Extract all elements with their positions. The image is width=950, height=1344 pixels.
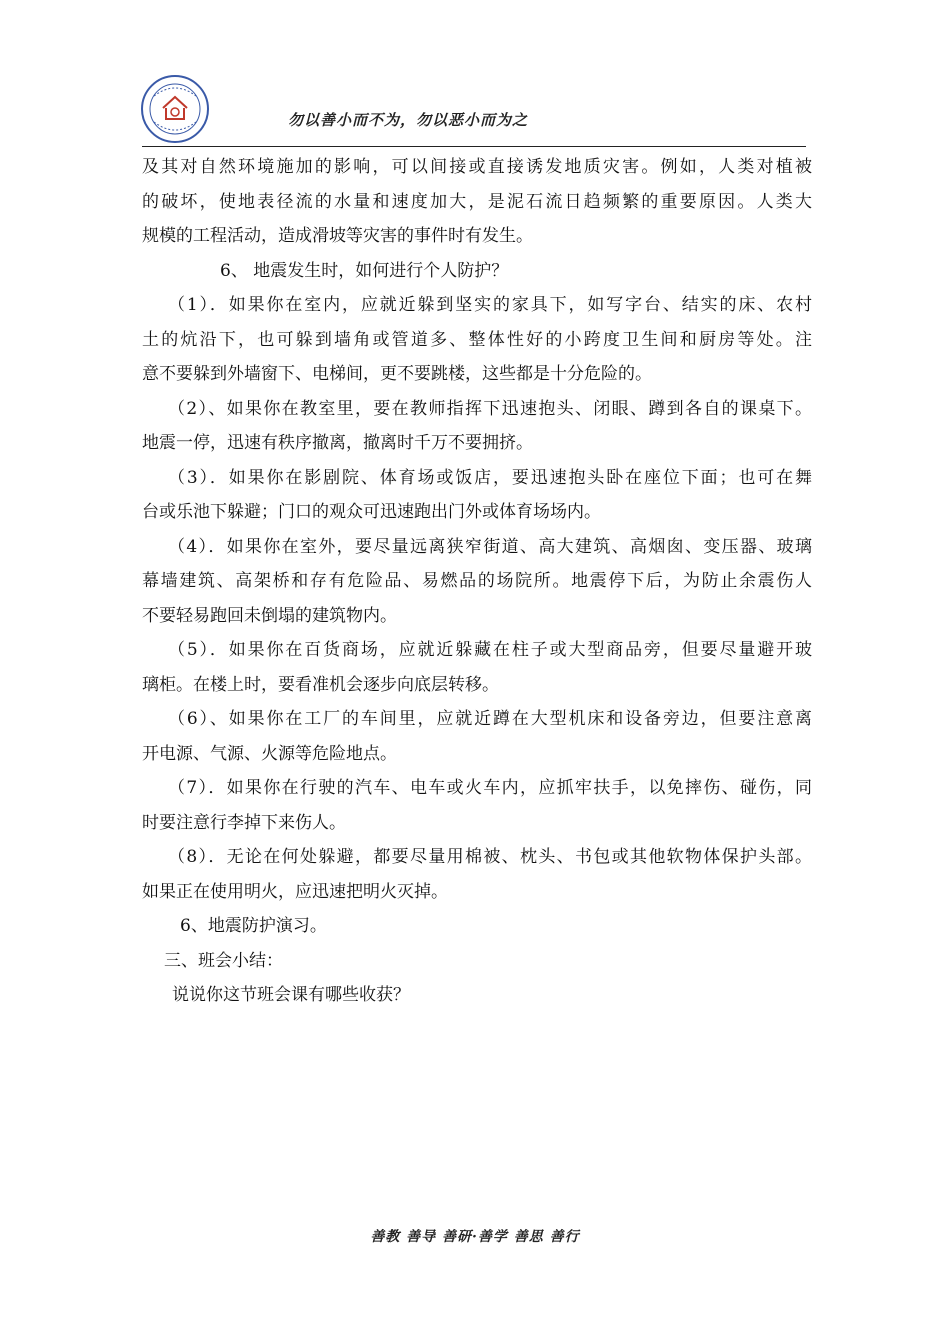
document-body — [142, 150, 812, 1013]
list-item — [142, 461, 812, 530]
summary-heading: 三、班会小结： — [164, 950, 283, 971]
list-item — [142, 702, 812, 771]
paragraph-geologic-hazards — [142, 150, 812, 254]
text-line: （2）、如果你在教室里，要在教师指挥下迅速抱头、闭眼、蹲到各自的课桌下。 — [168, 398, 812, 419]
section-heading-personal-protection: 6、 地震发生时，如何进行个人防护？ — [220, 260, 509, 281]
school-logo-icon — [140, 74, 210, 144]
text-line: 台或乐池下躲避；门口的观众可迅速跑出门外或体育场场内。 — [142, 502, 601, 522]
text-line: 及其对自然环境施加的影响，可以间接或直接诱发地质灾害。例如，人类对植被 — [142, 157, 812, 177]
text-line: （5）．如果你在百货商场，应就近躲藏在柱子或大型商品旁，但要尽量避开玻 — [168, 640, 812, 660]
text-line: 规模的工程活动，造成滑坡等灾害的事件时有发生。 — [142, 226, 533, 246]
text-line: （4）．如果你在室外，要尽量远离狭窄街道、高大建筑、高烟囱、变压器、玻璃 — [168, 536, 812, 557]
list-item — [142, 392, 812, 461]
page-header — [0, 0, 950, 160]
text-line: 幕墙建筑、高架桥和存有危险品、易燃品的场院所。地震停下后，为防止余震伤人 — [142, 571, 812, 591]
list-item — [142, 771, 812, 840]
text-line: 的破坏，使地表径流的水量和速度加大，是泥石流日趋频繁的重要原因。人类大 — [142, 191, 812, 212]
page-footer: 善教 善导 善研·善学 善思 善行 — [370, 1229, 580, 1245]
text-line: 开电源、气源、火源等危险地点。 — [142, 743, 397, 764]
header-motto: 勿以善小而不为，勿以恶小而为之 — [288, 111, 529, 129]
text-line: （6）、如果你在工厂的车间里，应就近蹲在大型机床和设备旁边，但要注意离 — [168, 709, 812, 729]
list-item — [142, 530, 812, 634]
text-line: 璃柜。在楼上时，要看准机会逐步向底层转移。 — [142, 674, 499, 695]
summary-question: 说说你这节班会课有哪些收获？ — [172, 985, 410, 1005]
text-line: 时要注意行李掉下来伤人。 — [142, 812, 346, 833]
header-divider — [142, 146, 806, 147]
drill-heading: 6、地震防护演习。 — [180, 916, 327, 936]
list-item — [142, 288, 812, 392]
text-line: 土的炕沿下，也可躲到墙角或管道多、整体性好的小跨度卫生间和厨房等处。注 — [142, 329, 812, 350]
text-line: 如果正在使用明火，应迅速把明火灭掉。 — [142, 881, 448, 902]
text-line: （7）．如果你在行驶的汽车、电车或火车内，应抓牢扶手，以免摔伤、碰伤，同 — [168, 778, 812, 798]
text-line: 地震一停，迅速有秩序撤离，撤离时千万不要拥挤。 — [142, 433, 533, 453]
text-line: 意不要躲到外墙窗下、电梯间，更不要跳楼，这些都是十分危险的。 — [142, 364, 652, 384]
text-line: 不要轻易跑回未倒塌的建筑物内。 — [142, 605, 397, 626]
list-item — [142, 840, 812, 909]
text-line: （3）．如果你在影剧院、体育场或饭店，要迅速抱头卧在座位下面；也可在舞 — [168, 467, 812, 488]
list-item — [142, 633, 812, 702]
text-line: （8）．无论在何处躲避，都要尽量用棉被、枕头、书包或其他软物体保护头部。 — [168, 847, 812, 867]
text-line: （1）．如果你在室内，应就近躲到坚实的家具下，如写字台、结实的床、农村 — [168, 295, 812, 315]
